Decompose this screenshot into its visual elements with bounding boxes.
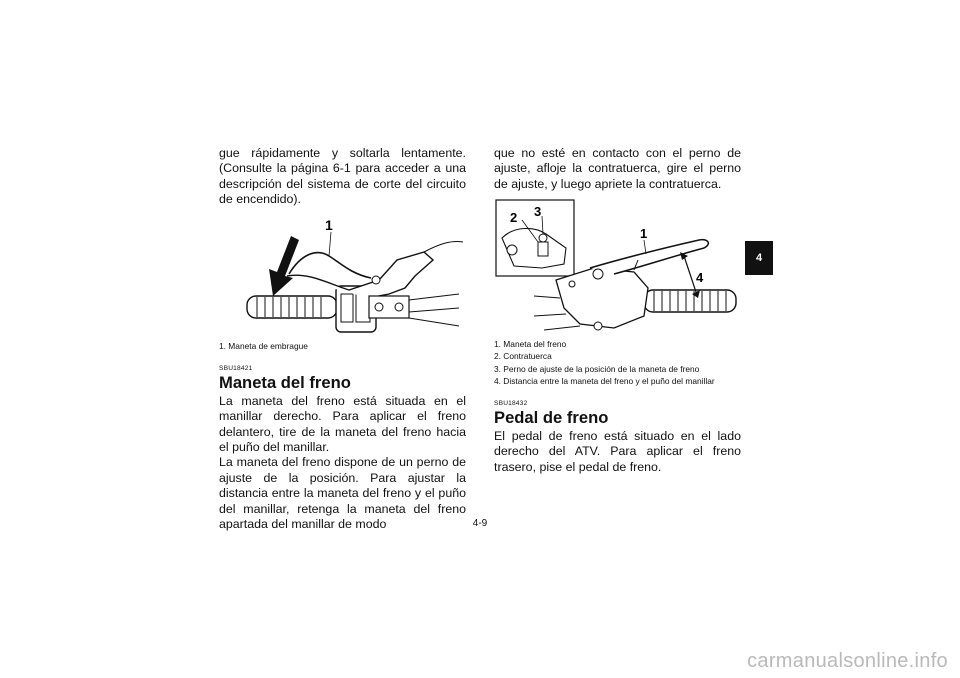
left-intro-text: gue rápidamente y soltarla lentamente. (Consulte la página 6-1 para acceder a una descripción del sistema de corte del circuito de encendido).: [219, 146, 466, 207]
watermark-text: carmanualsonline.info: [747, 650, 948, 672]
clutch-lever-illustration: [219, 214, 466, 340]
brake-lever-paragraph-1: La maneta del freno está situada en el manillar derecho. Para aplicar el freno delantero, tire de la maneta del freno hacia el puño del manillar.: [219, 393, 466, 455]
heading-brake-pedal: Pedal de freno: [494, 408, 609, 428]
section-code-brake-lever: SBU18421: [219, 364, 253, 372]
clutch-figure-label-1: 1: [325, 216, 333, 233]
right-column: [494, 146, 741, 475]
brake-figure-label-4: 4: [696, 270, 704, 286]
brake-lever-figure: [494, 198, 741, 338]
brake-caption-4: 4. Distancia entre la maneta del freno y el puño del manillar: [494, 375, 715, 386]
clutch-lever-figure: [219, 214, 466, 340]
brake-figure-label-1: 1: [640, 226, 648, 242]
page-number: 4-9: [472, 518, 488, 529]
heading-brake-lever: Maneta del freno: [219, 372, 351, 392]
brake-lever-illustration: [494, 198, 741, 338]
left-column: [219, 146, 466, 532]
chapter-tab: 4: [745, 241, 773, 275]
section-code-brake-pedal: SBU18432: [494, 400, 528, 408]
brake-caption-1: 1. Maneta del freno: [494, 339, 567, 350]
brake-caption-3: 3. Perno de ajuste de la posición de la maneta de freno: [494, 363, 700, 374]
brake-figure-label-2: 2: [510, 210, 518, 226]
brake-lever-paragraph-2: La maneta del freno dispone de un perno de ajuste de la posición. Para ajustar la distancia entre la maneta del freno y el puño del manillar, retenga la maneta del freno apartada del manillar de modo: [219, 455, 466, 532]
right-intro-text: que no esté en contacto con el perno de ajuste, afloje la contratuerca, gire el perno de ajuste, y luego apriete la contratuerca.: [494, 146, 741, 191]
clutch-caption-1: 1. Maneta de embrague: [219, 340, 308, 351]
brake-pedal-paragraph: El pedal de freno está situado en el lado derecho del ATV. Para aplicar el freno trasero, pise el pedal de freno.: [494, 429, 741, 474]
brake-caption-2: 2. Contratuerca: [494, 351, 552, 362]
brake-figure-label-3: 3: [534, 204, 542, 220]
